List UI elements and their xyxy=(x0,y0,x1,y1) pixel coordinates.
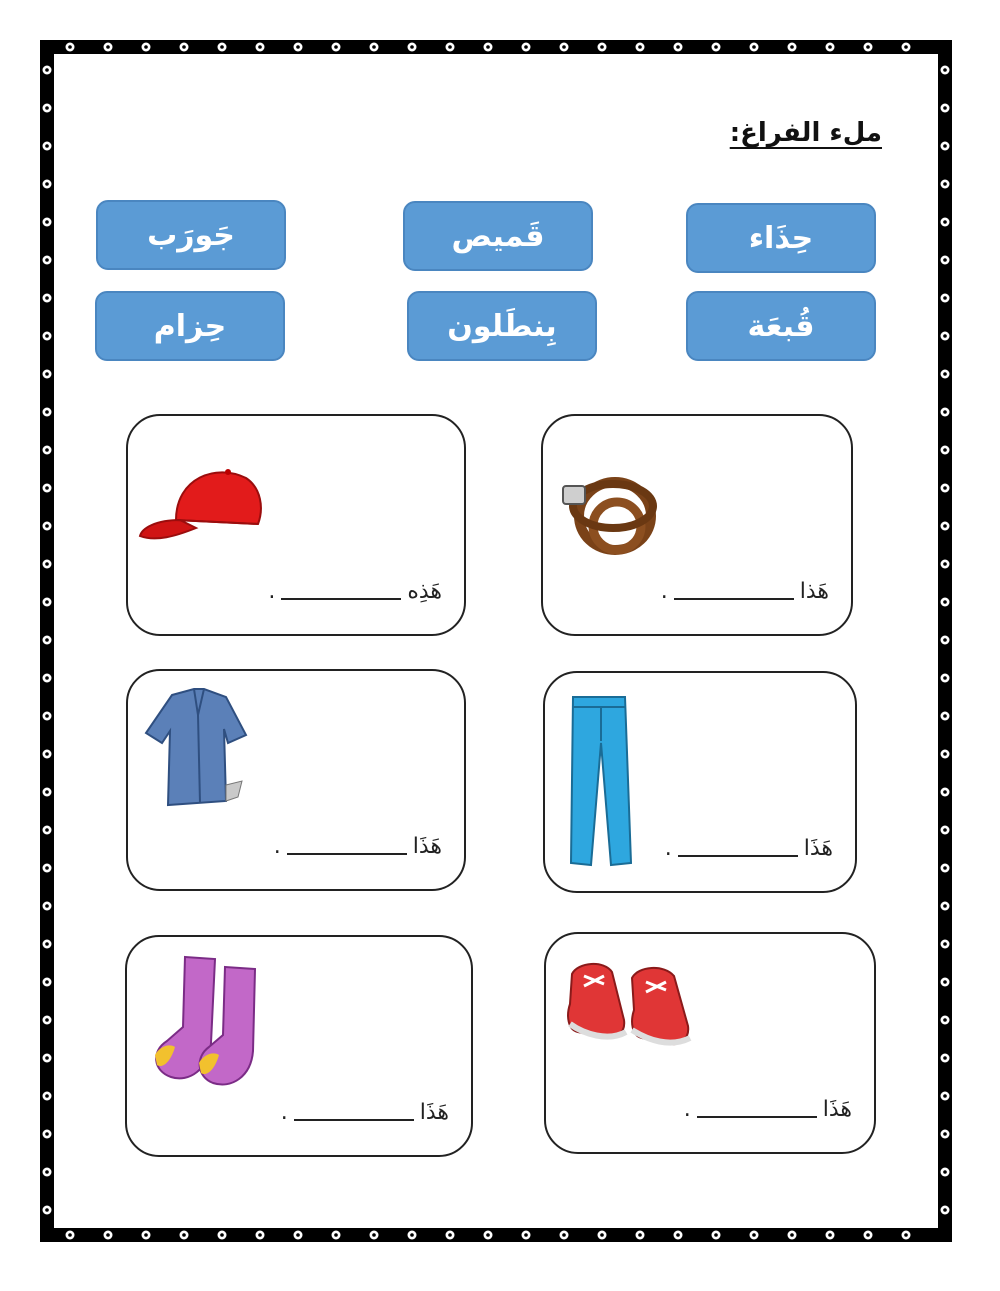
sentence-socks xyxy=(281,1097,449,1125)
period: . xyxy=(683,1097,691,1122)
card-socks xyxy=(125,935,473,1157)
answer-blank-sneakers[interactable] xyxy=(697,1094,817,1118)
period: . xyxy=(280,1100,288,1125)
prompt-text: هَذَا xyxy=(803,836,833,861)
worksheet-title: ملء الفراغ: xyxy=(729,118,882,148)
answer-blank-belt[interactable] xyxy=(674,576,794,600)
sentence-shirt xyxy=(274,831,442,859)
word-shoe[interactable]: حِذَاء xyxy=(686,203,876,273)
answer-blank-shirt[interactable] xyxy=(287,831,407,855)
period: . xyxy=(273,834,281,859)
answer-blank-pants[interactable] xyxy=(678,833,798,857)
prompt-text: هَذا xyxy=(799,579,829,604)
belt-icon xyxy=(555,466,665,566)
period: . xyxy=(660,579,668,604)
card-sneakers xyxy=(544,932,876,1154)
sentence-sneakers xyxy=(684,1094,852,1122)
word-belt[interactable]: حِزام xyxy=(95,291,285,361)
prompt-text: هَذَا xyxy=(419,1100,449,1125)
word-pants[interactable]: بِنطَلون xyxy=(407,291,597,361)
word-sock[interactable]: جَورَب xyxy=(96,200,286,270)
period: . xyxy=(664,836,672,861)
shirt-icon xyxy=(142,685,252,815)
card-shirt xyxy=(126,669,466,891)
answer-blank-cap[interactable] xyxy=(281,576,401,600)
socks-icon xyxy=(149,951,269,1091)
sentence-belt xyxy=(661,576,829,604)
card-cap xyxy=(126,414,466,636)
prompt-text: هَذَا xyxy=(822,1097,852,1122)
answer-blank-socks[interactable] xyxy=(294,1097,414,1121)
card-pants xyxy=(543,671,857,893)
sneakers-icon xyxy=(564,954,694,1054)
card-belt xyxy=(541,414,853,636)
word-hat[interactable]: قُبعَة xyxy=(686,291,876,361)
sentence-cap xyxy=(268,576,442,604)
cap-icon xyxy=(136,458,266,548)
sentence-pants xyxy=(665,833,833,861)
prompt-text: هَذِه xyxy=(407,579,442,604)
period: . xyxy=(268,579,276,604)
word-shirt[interactable]: قَميص xyxy=(403,201,593,271)
prompt-text: هَذَا xyxy=(412,834,442,859)
pants-icon xyxy=(565,693,635,871)
